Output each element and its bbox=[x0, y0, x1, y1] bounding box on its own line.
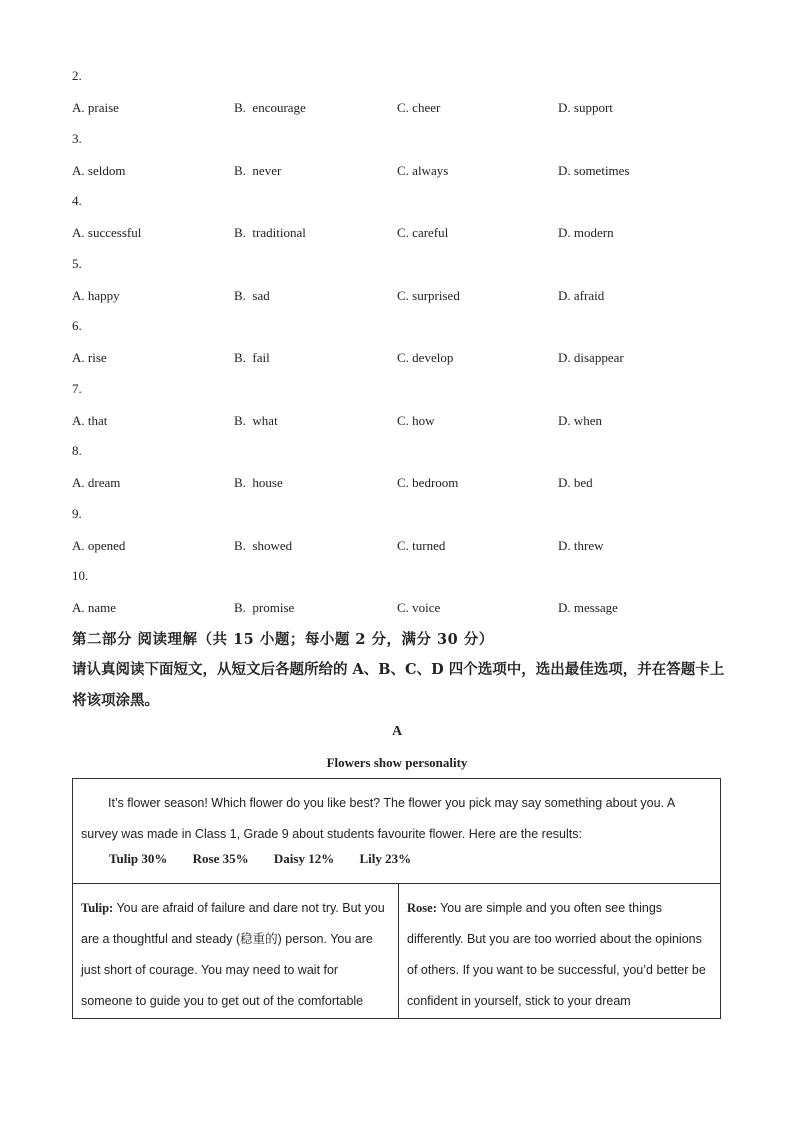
answer-option: C. bedroom bbox=[397, 475, 459, 490]
answer-option: B. encourage bbox=[234, 100, 306, 115]
answer-option: A. seldom bbox=[72, 162, 126, 178]
table-intro-row bbox=[73, 779, 720, 884]
answer-option: D. disappear bbox=[558, 350, 624, 365]
rose-text: You are simple and you often see things differently. But you are too worried about the opinions of others. If you want to be successful, you’d better be confident in yourself, stick to your dream bbox=[407, 901, 706, 1008]
rose-label: Rose: bbox=[407, 901, 437, 915]
rose-cell bbox=[399, 884, 720, 1018]
question-number: 5. bbox=[72, 255, 82, 271]
question-number: 8. bbox=[72, 443, 82, 458]
answer-option: D. sometimes bbox=[558, 162, 630, 178]
answer-option: C. turned bbox=[397, 537, 446, 553]
answer-option: D. threw bbox=[558, 537, 604, 553]
answer-option: D. afraid bbox=[558, 287, 605, 303]
answer-option: B. traditional bbox=[234, 225, 306, 240]
result-rose: Rose 35% bbox=[192, 851, 249, 866]
question-number: 9. bbox=[72, 505, 82, 521]
answer-option: A. praise bbox=[72, 100, 119, 115]
answer-option: A. rise bbox=[72, 350, 107, 365]
answer-option: D. message bbox=[558, 600, 618, 615]
question-number: 6. bbox=[72, 318, 82, 333]
tulip-cell bbox=[73, 884, 399, 1018]
answer-option: C. how bbox=[397, 412, 435, 428]
section-instruction: 请认真阅读下面短文，从短文后各题所给的 A、B、C、D 四个选项中，选出最佳选项，并在答题卡上将该项涂黑。 bbox=[72, 661, 725, 709]
answer-option: B. sad bbox=[234, 287, 270, 303]
result-lily: Lily 23% bbox=[359, 851, 412, 866]
question-number: 3. bbox=[72, 130, 82, 146]
answer-option: C. careful bbox=[397, 225, 449, 240]
question-number: 10. bbox=[72, 568, 89, 583]
answer-option: D. when bbox=[558, 412, 603, 428]
question-number: 7. bbox=[72, 380, 82, 396]
answer-option: C. always bbox=[397, 162, 449, 178]
passage-intro: It’s flower season! Which flower do you like best? The flower you pick may say something about you. A survey was made in Class 1, Grade 9 about students favourite flower. Here are the results: bbox=[81, 796, 675, 841]
answer-option: A. happy bbox=[72, 287, 120, 303]
flower-table bbox=[72, 778, 721, 1019]
answer-option: B. what bbox=[234, 412, 278, 428]
answer-option: A. name bbox=[72, 600, 117, 615]
answer-option: C. voice bbox=[397, 600, 441, 615]
answer-option: C. cheer bbox=[397, 100, 441, 115]
passage-letter: A bbox=[391, 724, 403, 739]
tulip-text: You are afraid of failure and dare not try. But you are a thoughtful and steady (稳重的) person. You are just short of courage. You may need to wait for someone to guide you to get out of the comfortable bbox=[81, 901, 385, 1008]
result-tulip: Tulip 30% bbox=[109, 851, 168, 866]
passage-title: Flowers show personality bbox=[326, 755, 468, 770]
answer-option: B. never bbox=[234, 162, 282, 178]
answer-option: B. fail bbox=[234, 350, 270, 365]
answer-option: D. modern bbox=[558, 225, 614, 240]
answer-option: C. surprised bbox=[397, 287, 460, 303]
tulip-label: Tulip: bbox=[81, 901, 114, 915]
answer-option: A. successful bbox=[72, 225, 142, 240]
survey-results bbox=[109, 851, 433, 867]
result-daisy: Daisy 12% bbox=[273, 851, 335, 866]
answer-option: D. support bbox=[558, 100, 613, 115]
question-number: 4. bbox=[72, 193, 82, 208]
question-number: 2. bbox=[72, 68, 82, 83]
answer-option: A. dream bbox=[72, 475, 121, 490]
answer-option: B. showed bbox=[234, 537, 293, 553]
answer-option: A. that bbox=[72, 412, 108, 428]
answer-option: A. opened bbox=[72, 537, 126, 553]
answer-option: B. promise bbox=[234, 600, 295, 615]
answer-option: C. develop bbox=[397, 350, 454, 365]
section-title: 第二部分 阅读理解（共 15 小题；每小题 2 分，满分 30 分） bbox=[72, 631, 494, 648]
answer-option: D. bed bbox=[558, 475, 593, 490]
answer-option: B. house bbox=[234, 475, 283, 490]
